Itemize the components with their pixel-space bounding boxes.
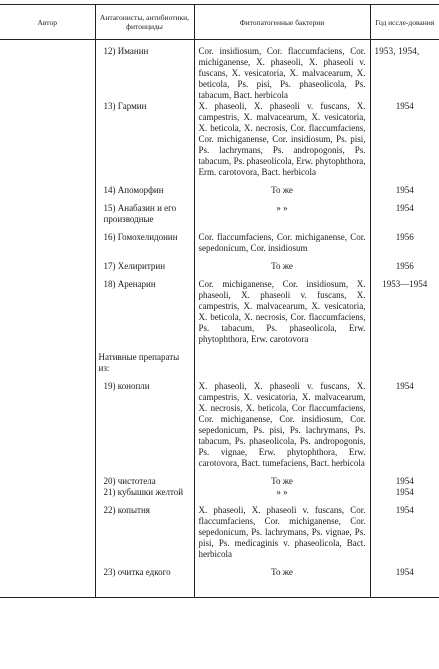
year-cell: 1954 (370, 487, 439, 498)
year-cell: 1954 (370, 101, 439, 178)
year-cell: 1956 (370, 232, 439, 254)
table-row (0, 279, 439, 345)
table-row (0, 203, 439, 225)
table-row (0, 232, 439, 254)
table-row (0, 381, 439, 469)
author-cell (0, 185, 95, 196)
bacteria-cell: » » (194, 203, 370, 225)
table-row (0, 505, 439, 560)
bacteria-cell: Cor. insidiosum, Cor. flaccumfaciens, Cor. michiganense, X. phaseoli, X. phaseoli v. fuscans, X. vesicatoria, X. malvacearum, X. beticola, Ps. pisi, Ps. phaseolicola, Ps. tabacum, Bact. herbicola (194, 40, 370, 102)
bacteria-cell: » » (194, 487, 370, 498)
author-cell (0, 203, 95, 225)
section-heading: Нативные препараты из: (95, 352, 194, 374)
agent-cell: 17) Хелиритрин (95, 261, 194, 272)
author-cell (0, 232, 95, 254)
table-header-row (0, 5, 439, 40)
table-row (0, 476, 439, 487)
year-cell: 1954 (370, 476, 439, 487)
bacteria-cell: Cor. michiganense, Cor. insidiosum, X. phaseoli, X. phaseoli v. fuscans, X. campestris, X. malvacearum, X. vesicatoria, X. beticola, X. necrosis, Cor. flaccumfaciens, Ps. tabacum, Ps. phaseolicola, Erw. phytophthora, Erw. carotovora (194, 279, 370, 345)
table-row (0, 40, 439, 102)
author-cell (0, 101, 95, 178)
agent-cell: 21) кубышки желтой (95, 487, 194, 498)
header-author: Автор (0, 5, 95, 40)
year-cell (370, 352, 439, 374)
bacteria-cell: То же (194, 261, 370, 272)
author-cell (0, 476, 95, 487)
header-year: Год иссле-дования (370, 5, 439, 40)
agent-cell: 13) Гармин (95, 101, 194, 178)
agent-cell: 15) Анабазин и его производные (95, 203, 194, 225)
author-cell (0, 261, 95, 272)
agent-cell: 16) Гомохелидонин (95, 232, 194, 254)
table-row (0, 185, 439, 196)
agent-cell: 23) очитка едкого (95, 567, 194, 598)
year-cell: 1954 (370, 203, 439, 225)
agent-cell: 12) Иманин (95, 40, 194, 102)
author-cell (0, 40, 95, 102)
header-bacteria: Фитопатогенные бактерии (194, 5, 370, 40)
agent-cell: 18) Аренарин (95, 279, 194, 345)
bacteria-cell: X. phaseoli, X. phaseoli v. fuscans, Cor. flaccumfaciens, Cor. michiganense, Cor. sepedonicum, Ps. lachrymans, Ps. vignae, Ps. pisi, Ps. medicaginis v. phaseolicola, Bact. herbicola (194, 505, 370, 560)
year-cell: 1954 (370, 505, 439, 560)
agent-cell: 14) Апоморфин (95, 185, 194, 196)
author-cell (0, 352, 95, 374)
year-cell: 1954 (370, 381, 439, 469)
table-row (0, 567, 439, 598)
bacteria-cell (194, 352, 370, 374)
author-cell (0, 567, 95, 598)
antagonists-table (0, 4, 439, 598)
year-cell: 1954 (370, 185, 439, 196)
bacteria-cell: То же (194, 185, 370, 196)
bacteria-cell: То же (194, 476, 370, 487)
bacteria-cell: Cor. flaccumfaciens, Cor. michiganense, Cor. sepedonicum, Cor. insidiosum (194, 232, 370, 254)
bacteria-cell: X. phaseoli, X. phaseoli v. fuscans, X. campestris, X. vesicatoria, X. malvacearum, X. necrosis, X. beticola, Cor flaccumfaciens, Cor. michiganense, Cor. insidiosum, Cor. sepedonicum, Ps. pisi, Ps. lachrymans, Ps. tabacum, Ps. phaseolicola, Ps. andropogonis, Ps. vignae, Erw. phytophthora, Erw. carotovora, Bact. tumefaciens, Bact. herbicola (194, 381, 370, 469)
agent-cell: 20) чистотела (95, 476, 194, 487)
agent-cell: 22) копытня (95, 505, 194, 560)
bacteria-cell: То же (194, 567, 370, 598)
bacteria-cell: X. phaseoli, X. phaseoli v. fuscans, X. campestris, X. malvacearum, X. vesicatoria, X. beticola, X. necrosis, Cor. flaccumfaciens, Cor. michiganense, Cor. insidiosum, Ps. pisi, Ps. lachrymans, Ps. andropogonis, Ps. tabacum, Ps. phaseolicola, Erw. phytophthora, Erm. carotovora, Bact. herbicola (194, 101, 370, 178)
table-row (0, 101, 439, 178)
author-cell (0, 505, 95, 560)
year-cell: 1953, 1954, (370, 40, 439, 102)
table-row (0, 487, 439, 498)
author-cell (0, 487, 95, 498)
author-cell (0, 279, 95, 345)
table-row (0, 261, 439, 272)
year-cell: 1954 (370, 567, 439, 598)
year-cell: 1956 (370, 261, 439, 272)
agent-cell: 19) конопли (95, 381, 194, 469)
header-antagonists: Антагонисты, антибиотики, фитонциды (95, 5, 194, 40)
author-cell (0, 381, 95, 469)
year-cell: 1953—1954 (370, 279, 439, 345)
table-row (0, 352, 439, 374)
